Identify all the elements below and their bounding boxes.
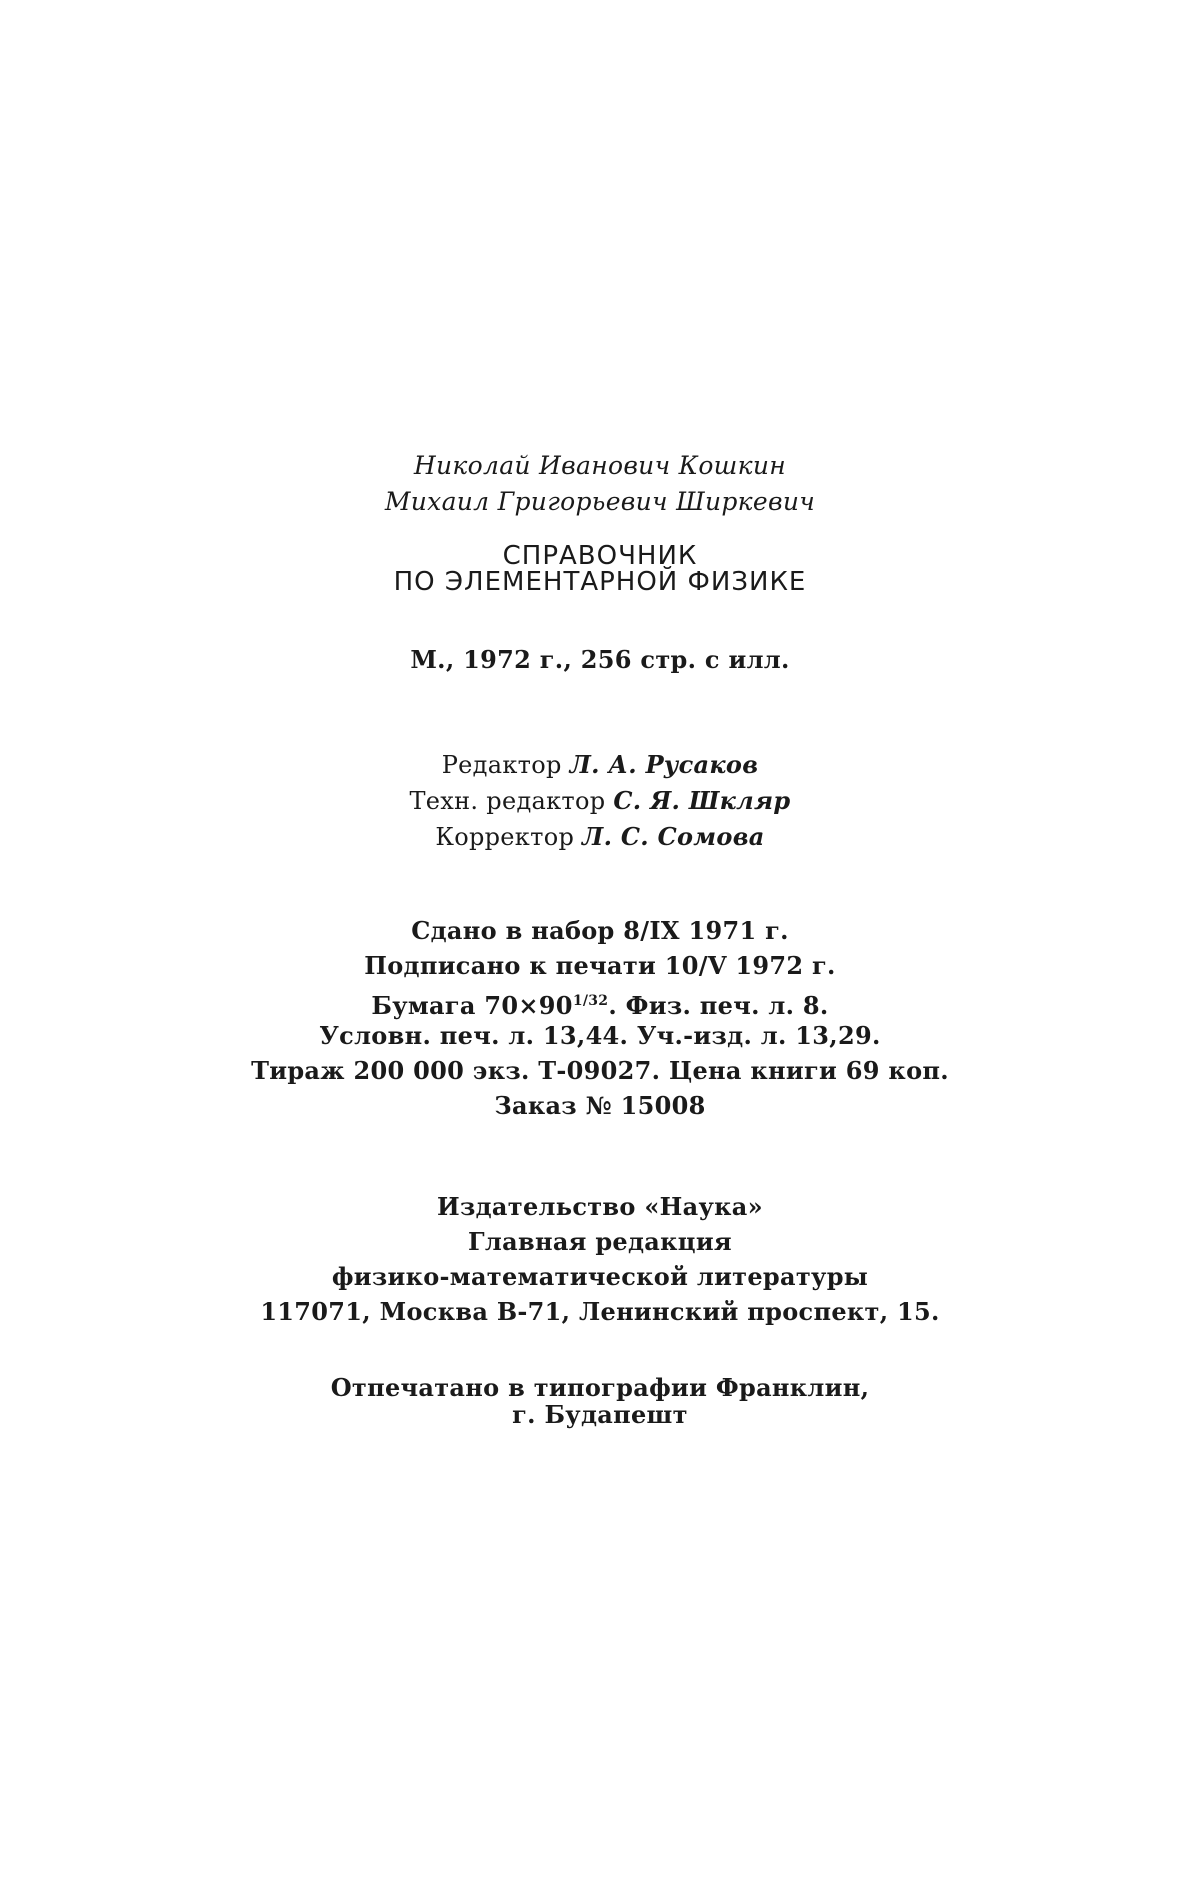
publisher-name: Издательство «Наука»	[437, 1192, 763, 1221]
print-run-info: Тираж 200 000 экз. Т-09027. Цена книги 69 коп.	[251, 1056, 949, 1085]
printer-line-2: г. Будапешт	[512, 1400, 688, 1429]
tech-editor-role: Техн. редактор	[409, 787, 606, 815]
submitted-date: Сдано в набор 8/IX 1971 г.	[411, 916, 789, 945]
editor-name: Л. А. Русаков	[569, 750, 759, 779]
paper-suffix: . Физ. печ. л. 8.	[608, 991, 829, 1020]
book-title-line-1: СПРАВОЧНИК	[502, 541, 698, 571]
tech-editor-name: С. Я. Шкляр	[613, 786, 791, 815]
book-title-line-2: ПО ЭЛЕМЕНТАРНОЙ ФИЗИКЕ	[393, 567, 807, 597]
sheets-info: Условн. печ. л. 13,44. Уч.-изд. л. 13,29.	[319, 1021, 881, 1050]
publisher-division: Главная редакция	[468, 1227, 732, 1256]
corrector-line	[0, 822, 1200, 852]
signed-date: Подписано к печати 10/V 1972 г.	[364, 951, 836, 980]
corrector-name: Л. С. Сомова	[582, 822, 765, 851]
author-1: Николай Иванович Кошкин	[413, 451, 787, 480]
paper-prefix: Бумага 70×90	[371, 991, 573, 1020]
publisher-address: 117071, Москва В-71, Ленинский проспект, 15.	[260, 1297, 940, 1326]
publisher-subdivision: физико-математической литературы	[331, 1262, 869, 1291]
order-number: Заказ № 15008	[494, 1091, 706, 1120]
editor-role: Редактор	[441, 751, 562, 779]
printer-line-1: Отпечатано в типографии Франклин,	[330, 1373, 870, 1402]
paper-info	[0, 986, 1200, 1021]
tech-editor-line	[0, 786, 1200, 816]
corrector-role: Корректор	[435, 823, 575, 851]
paper-fraction: 1/32	[572, 993, 609, 1009]
editor-line	[0, 750, 1200, 780]
edition-info: М., 1972 г., 256 стр. с илл.	[410, 645, 790, 674]
author-2: Михаил Григорьевич Ширкевич	[384, 487, 816, 516]
